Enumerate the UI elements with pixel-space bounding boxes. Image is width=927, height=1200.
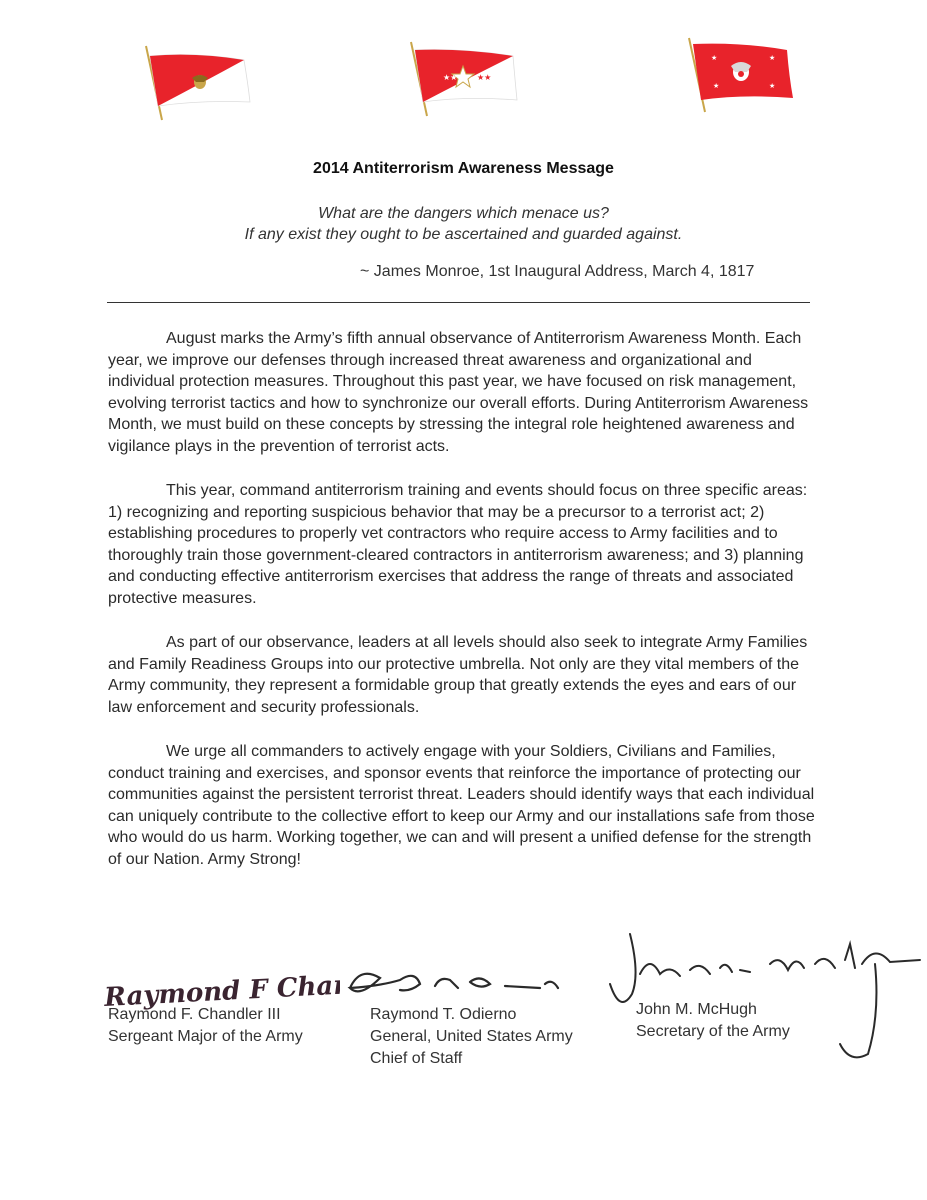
quote-line-2: If any exist they ought to be ascertained and guarded against. bbox=[244, 226, 683, 243]
paragraph: As part of our observance, leaders at all levels should also seek to integrate Army Families and Family Readiness Groups into our protective umbrella. Not only are they vital members of the Army community, they represent a formidable group that greatly extends the eyes and ears of our law enforcement and security professionals. bbox=[108, 634, 808, 716]
paragraph: We urge all commanders to actively engage with your Soldiers, Civilians and Families, conduct training and exercises, and sponsor events that reinforce the importance of protecting our communities against the persistent terrorist threat. Leaders should identify ways that each individual can uniquely contribute to the collective effort to keep our Army and our installations safe from those who would do us harm. Working together, we can and will present a unified defense for the strength of our Nation. Army Strong! bbox=[108, 743, 815, 868]
signature-block-odierno bbox=[370, 1004, 573, 1070]
signer-title: Sergeant Major of the Army bbox=[108, 1028, 303, 1045]
svg-text:★: ★ bbox=[711, 54, 718, 62]
svg-text:Raymond F Chandler III: Raymond F Chandler bbox=[103, 967, 340, 1014]
paragraph: August marks the Army’s fifth annual observance of Antiterrorism Awareness Month. Each year, we improve our defenses through increased threat awareness and organizational and individual protection measures. Throughout this past year, we have focused on risk management, evolving terrorist tactics and how to synchronize our overall efforts. During Antiterrorism Awareness Month, we must build on these concepts by stressing the integral role heightened awareness and vigilance plays in the prevention of terrorist acts. bbox=[108, 330, 809, 455]
page-title: 2014 Antiterrorism Awareness Message bbox=[313, 160, 614, 177]
epigraph-quote bbox=[0, 203, 927, 245]
signer-name: Raymond F. Chandler III bbox=[108, 1006, 281, 1023]
signature-block-mchugh bbox=[636, 999, 790, 1043]
svg-text:★: ★ bbox=[769, 82, 776, 90]
quote-attribution: ~ James Monroe, 1st Inaugural Address, March 4, 1817 bbox=[360, 263, 755, 280]
signer-name: Raymond T. Odierno bbox=[370, 1006, 517, 1023]
signature-block-chandler bbox=[108, 1004, 303, 1048]
svg-text:★: ★ bbox=[769, 54, 776, 62]
paragraph: This year, command antiterrorism training and events should focus on three specific areas: 1) recognizing and reporting suspicious behavior that may be a precursor to a terrorist act; 2) establishing procedures to properly vet contractors who require access to Army facilities and to thoroughly train those government-cleared contractors in antiterrorism awareness; and 3) planning and conducting effective antiterrorism exercises that address the range of threats and associated protective measures. bbox=[108, 482, 808, 607]
signer-title: Secretary of the Army bbox=[636, 1023, 790, 1040]
signer-name: John M. McHugh bbox=[636, 1001, 757, 1018]
svg-text:★: ★ bbox=[713, 82, 720, 90]
svg-text:★★: ★★ bbox=[477, 73, 492, 82]
divider bbox=[107, 302, 810, 303]
general-flag bbox=[405, 40, 525, 118]
secretary-flag bbox=[683, 36, 803, 114]
message-body bbox=[108, 328, 818, 893]
signer-title-2: Chief of Staff bbox=[370, 1050, 463, 1067]
signer-title: General, United States Army bbox=[370, 1028, 573, 1045]
quote-line-1: What are the dangers which menace us? bbox=[318, 205, 609, 222]
sergeant-major-flag bbox=[140, 44, 260, 122]
svg-text:★★: ★★ bbox=[443, 73, 458, 82]
